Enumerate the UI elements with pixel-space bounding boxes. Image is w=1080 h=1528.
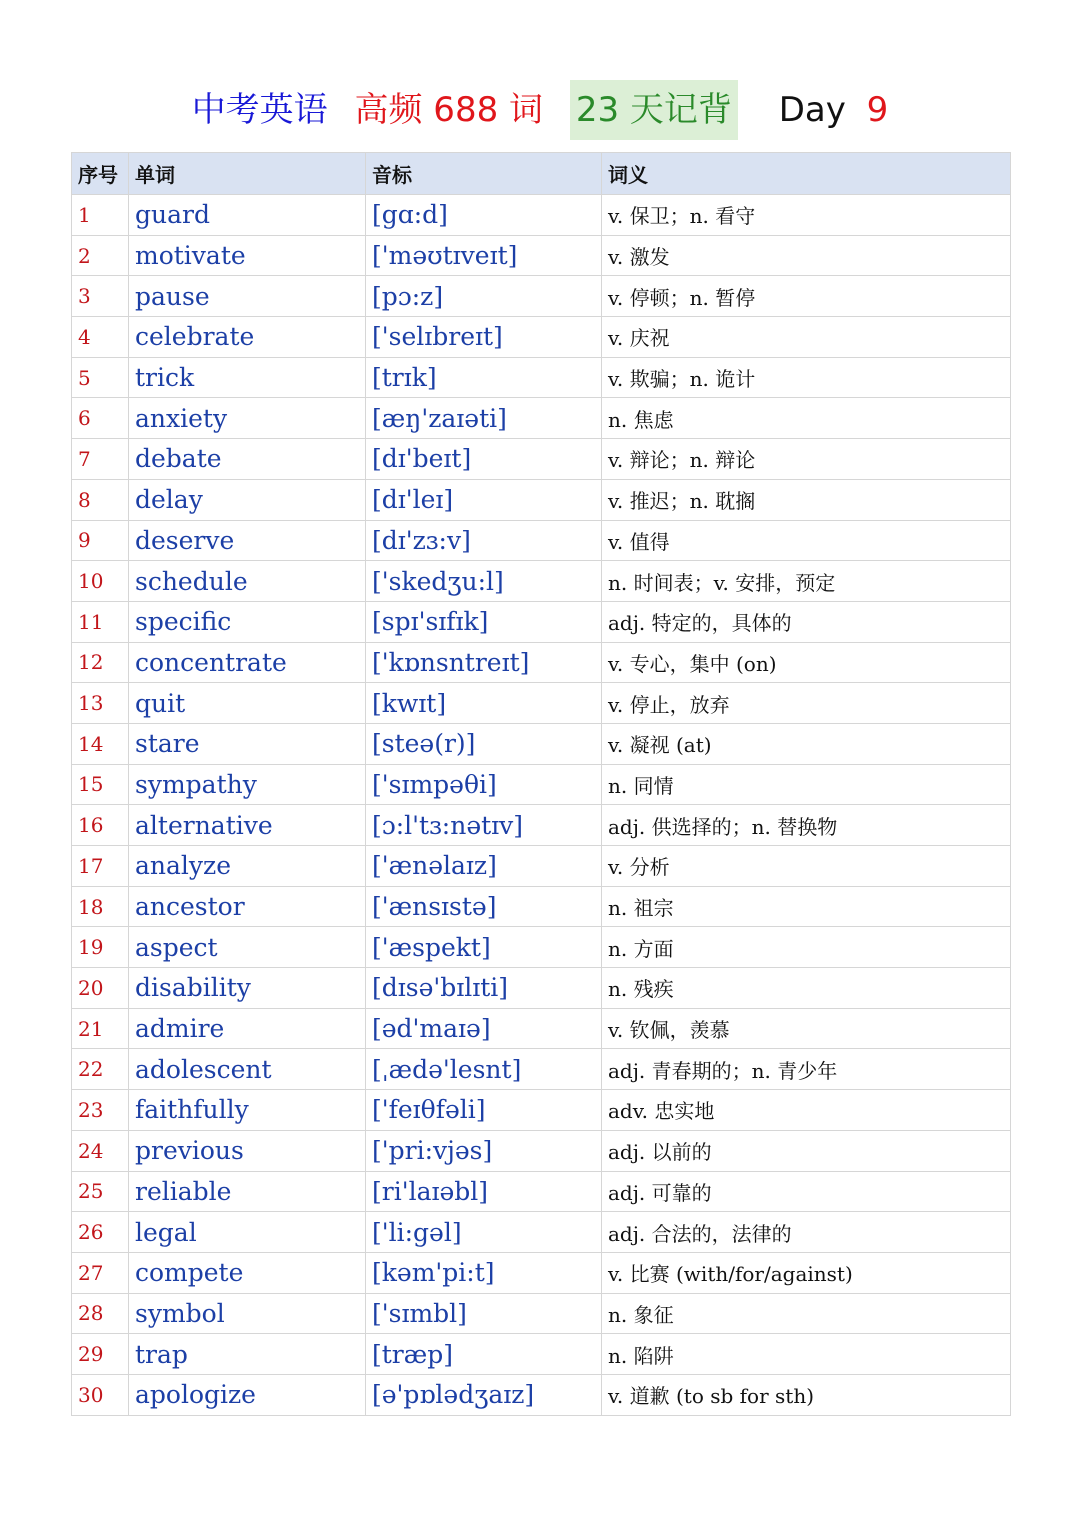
- row-number: 20: [72, 968, 129, 1009]
- row-word: motivate: [129, 235, 366, 276]
- row-number: 11: [72, 601, 129, 642]
- table-row: [72, 195, 1011, 236]
- row-phonetic: [pɔ:z]: [366, 276, 602, 317]
- row-phonetic: ['selɪbreɪt]: [366, 317, 602, 358]
- row-phonetic: [ə'pɒlədʒaɪz]: [366, 1374, 602, 1415]
- title-day-number: 9: [866, 89, 889, 130]
- table-row: [72, 1090, 1011, 1131]
- row-number: 25: [72, 1171, 129, 1212]
- table-row: [72, 764, 1011, 805]
- row-word: adolescent: [129, 1049, 366, 1090]
- row-meaning: v. 凝视 (at): [602, 723, 1011, 764]
- row-meaning: v. 推迟；n. 耽搁: [602, 479, 1011, 520]
- row-phonetic: ['ænsɪstə]: [366, 886, 602, 927]
- vocabulary-table: [71, 152, 1011, 1416]
- row-phonetic: ['ænəlaɪz]: [366, 846, 602, 887]
- row-number: 14: [72, 723, 129, 764]
- table-body: [72, 195, 1011, 1416]
- table-row: [72, 479, 1011, 520]
- row-meaning: n. 焦虑: [602, 398, 1011, 439]
- row-phonetic: [steə(r)]: [366, 723, 602, 764]
- row-meaning: v. 停顿；n. 暂停: [602, 276, 1011, 317]
- table-row: [72, 1212, 1011, 1253]
- row-number: 23: [72, 1090, 129, 1131]
- row-word: sympathy: [129, 764, 366, 805]
- row-phonetic: ['pri:vjəs]: [366, 1130, 602, 1171]
- row-phonetic: [æŋ'zaɪəti]: [366, 398, 602, 439]
- row-number: 27: [72, 1252, 129, 1293]
- table-row: [72, 1252, 1011, 1293]
- row-number: 4: [72, 317, 129, 358]
- row-word: schedule: [129, 561, 366, 602]
- row-meaning: adv. 忠实地: [602, 1090, 1011, 1131]
- table-row: [72, 642, 1011, 683]
- row-word: alternative: [129, 805, 366, 846]
- title-exam: 中考英语: [191, 89, 328, 130]
- row-phonetic: ['sɪmpəθi]: [366, 764, 602, 805]
- row-word: anxiety: [129, 398, 366, 439]
- row-meaning: v. 欺骗；n. 诡计: [602, 357, 1011, 398]
- row-phonetic: ['məʊtɪveɪt]: [366, 235, 602, 276]
- row-word: trap: [129, 1334, 366, 1375]
- row-meaning: n. 陷阱: [602, 1334, 1011, 1375]
- row-word: faithfully: [129, 1090, 366, 1131]
- table-row: [72, 317, 1011, 358]
- table-row: [72, 235, 1011, 276]
- row-word: compete: [129, 1252, 366, 1293]
- row-number: 3: [72, 276, 129, 317]
- row-meaning: v. 保卫；n. 看守: [602, 195, 1011, 236]
- header-word: 单词: [129, 153, 366, 195]
- row-meaning: n. 同情: [602, 764, 1011, 805]
- row-number: 19: [72, 927, 129, 968]
- row-word: stare: [129, 723, 366, 764]
- row-phonetic: ['li:gəl]: [366, 1212, 602, 1253]
- title-day-label: Day: [778, 89, 846, 130]
- table-row: [72, 561, 1011, 602]
- row-phonetic: [dɪ'zɜ:v]: [366, 520, 602, 561]
- table-row: [72, 601, 1011, 642]
- row-number: 22: [72, 1049, 129, 1090]
- table-row: [72, 886, 1011, 927]
- row-word: celebrate: [129, 317, 366, 358]
- row-number: 5: [72, 357, 129, 398]
- table-row: [72, 357, 1011, 398]
- table-row: [72, 846, 1011, 887]
- row-number: 21: [72, 1008, 129, 1049]
- row-word: specific: [129, 601, 366, 642]
- header-meaning: 词义: [602, 153, 1011, 195]
- page-title: [0, 78, 1080, 140]
- row-phonetic: ['kɒnsntreɪt]: [366, 642, 602, 683]
- row-number: 2: [72, 235, 129, 276]
- row-phonetic: [dɪsə'bɪlɪti]: [366, 968, 602, 1009]
- row-meaning: v. 值得: [602, 520, 1011, 561]
- row-number: 28: [72, 1293, 129, 1334]
- row-word: ancestor: [129, 886, 366, 927]
- row-meaning: v. 停止，放弃: [602, 683, 1011, 724]
- row-meaning: v. 道歉 (to sb for sth): [602, 1374, 1011, 1415]
- row-number: 8: [72, 479, 129, 520]
- row-number: 18: [72, 886, 129, 927]
- row-meaning: v. 激发: [602, 235, 1011, 276]
- row-phonetic: [gɑ:d]: [366, 195, 602, 236]
- row-number: 15: [72, 764, 129, 805]
- row-meaning: adj. 供选择的；n. 替换物: [602, 805, 1011, 846]
- row-word: symbol: [129, 1293, 366, 1334]
- table-row: [72, 1130, 1011, 1171]
- row-word: guard: [129, 195, 366, 236]
- row-phonetic: [dɪ'beɪt]: [366, 439, 602, 480]
- row-word: reliable: [129, 1171, 366, 1212]
- row-phonetic: [ɔ:l'tɜ:nətɪv]: [366, 805, 602, 846]
- row-word: admire: [129, 1008, 366, 1049]
- table-row: [72, 398, 1011, 439]
- table-row: [72, 1374, 1011, 1415]
- row-word: disability: [129, 968, 366, 1009]
- table-row: [72, 276, 1011, 317]
- row-word: concentrate: [129, 642, 366, 683]
- row-number: 16: [72, 805, 129, 846]
- row-number: 24: [72, 1130, 129, 1171]
- title-days: 23 天记背: [570, 80, 738, 140]
- row-number: 1: [72, 195, 129, 236]
- table-row: [72, 723, 1011, 764]
- row-phonetic: [kəm'pi:t]: [366, 1252, 602, 1293]
- row-meaning: v. 分析: [602, 846, 1011, 887]
- row-number: 29: [72, 1334, 129, 1375]
- row-phonetic: [spɪ'sɪfɪk]: [366, 601, 602, 642]
- row-number: 17: [72, 846, 129, 887]
- row-number: 30: [72, 1374, 129, 1415]
- row-phonetic: [trɪk]: [366, 357, 602, 398]
- row-word: aspect: [129, 927, 366, 968]
- row-number: 6: [72, 398, 129, 439]
- header-phonetic: 音标: [366, 153, 602, 195]
- row-word: previous: [129, 1130, 366, 1171]
- row-phonetic: [dɪ'leɪ]: [366, 479, 602, 520]
- row-phonetic: [ˌædə'lesnt]: [366, 1049, 602, 1090]
- row-meaning: v. 比赛 (with/for/against): [602, 1252, 1011, 1293]
- row-word: trick: [129, 357, 366, 398]
- row-meaning: n. 时间表；v. 安排，预定: [602, 561, 1011, 602]
- table-row: [72, 683, 1011, 724]
- row-phonetic: ['skedʒu:l]: [366, 561, 602, 602]
- row-phonetic: [ri'laɪəbl]: [366, 1171, 602, 1212]
- table-row: [72, 1293, 1011, 1334]
- table-row: [72, 1334, 1011, 1375]
- row-phonetic: ['sɪmbl]: [366, 1293, 602, 1334]
- table-row: [72, 1049, 1011, 1090]
- row-meaning: adj. 特定的，具体的: [602, 601, 1011, 642]
- table-row: [72, 805, 1011, 846]
- title-frequency: 高频 688 词: [354, 89, 544, 130]
- row-word: analyze: [129, 846, 366, 887]
- row-number: 26: [72, 1212, 129, 1253]
- row-word: delay: [129, 479, 366, 520]
- row-meaning: adj. 以前的: [602, 1130, 1011, 1171]
- row-meaning: adj. 合法的，法律的: [602, 1212, 1011, 1253]
- row-meaning: v. 钦佩，羡慕: [602, 1008, 1011, 1049]
- row-phonetic: [kwɪt]: [366, 683, 602, 724]
- row-word: apologize: [129, 1374, 366, 1415]
- table-row: [72, 1008, 1011, 1049]
- row-phonetic: ['æspekt]: [366, 927, 602, 968]
- row-number: 7: [72, 439, 129, 480]
- table-row: [72, 968, 1011, 1009]
- row-meaning: v. 专心，集中 (on): [602, 642, 1011, 683]
- row-meaning: n. 象征: [602, 1293, 1011, 1334]
- row-word: legal: [129, 1212, 366, 1253]
- table-row: [72, 1171, 1011, 1212]
- table-row: [72, 520, 1011, 561]
- table-row: [72, 927, 1011, 968]
- row-meaning: adj. 青春期的；n. 青少年: [602, 1049, 1011, 1090]
- row-meaning: v. 辩论；n. 辩论: [602, 439, 1011, 480]
- row-meaning: n. 残疾: [602, 968, 1011, 1009]
- row-phonetic: ['feɪθfəli]: [366, 1090, 602, 1131]
- row-number: 12: [72, 642, 129, 683]
- row-word: debate: [129, 439, 366, 480]
- row-number: 9: [72, 520, 129, 561]
- row-word: quit: [129, 683, 366, 724]
- row-meaning: v. 庆祝: [602, 317, 1011, 358]
- row-meaning: n. 方面: [602, 927, 1011, 968]
- row-word: pause: [129, 276, 366, 317]
- table-header-row: [72, 153, 1011, 195]
- row-phonetic: [əd'maɪə]: [366, 1008, 602, 1049]
- row-word: deserve: [129, 520, 366, 561]
- row-number: 10: [72, 561, 129, 602]
- header-number: 序号: [72, 153, 129, 195]
- row-number: 13: [72, 683, 129, 724]
- table-row: [72, 439, 1011, 480]
- row-phonetic: [træp]: [366, 1334, 602, 1375]
- row-meaning: n. 祖宗: [602, 886, 1011, 927]
- row-meaning: adj. 可靠的: [602, 1171, 1011, 1212]
